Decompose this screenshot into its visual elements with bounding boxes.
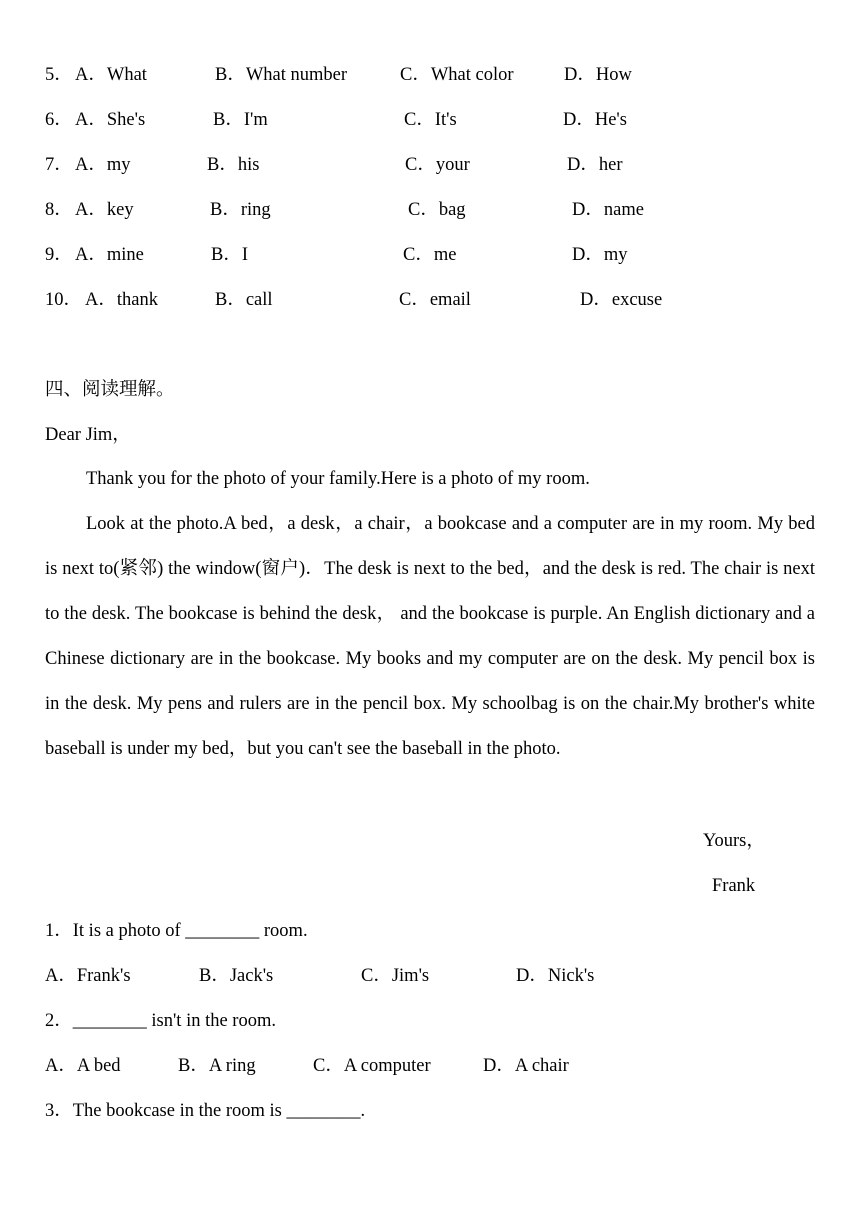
option-a: A．She's <box>75 110 146 130</box>
option-d: D．He's <box>563 110 627 130</box>
option-b: B．A ring <box>178 1056 256 1076</box>
question-stem: 1．It is a photo of ________ room. <box>45 921 308 941</box>
option-c: C．What color <box>400 65 514 85</box>
option-b: B．I'm <box>213 110 268 130</box>
question-number: 10． <box>45 290 83 310</box>
question-number: 8． <box>45 200 73 220</box>
option-d: D．her <box>567 155 623 175</box>
question-number: 9． <box>45 245 73 265</box>
option-d: D．excuse <box>580 290 663 310</box>
option-b: B．his <box>207 155 260 175</box>
option-d: D．How <box>564 65 632 85</box>
option-c: C．email <box>399 290 471 310</box>
option-d: D．my <box>572 245 628 265</box>
question-stem: 2．________ isn't in the room. <box>45 1011 276 1031</box>
option-c: C．A computer <box>313 1056 431 1076</box>
option-a: A．What <box>75 65 147 85</box>
option-a: A．mine <box>75 245 144 265</box>
letter-closing: Yours， <box>703 831 765 851</box>
letter-signature: Frank <box>712 876 756 896</box>
option-a: A．Frank's <box>45 966 131 986</box>
option-b: B．Jack's <box>199 966 274 986</box>
question-number: 6． <box>45 110 73 130</box>
section-title: 四、阅读理解。 <box>45 380 175 400</box>
option-d: D．A chair <box>483 1056 569 1076</box>
option-a: A．my <box>75 155 131 175</box>
option-d: D．Nick's <box>516 966 595 986</box>
letter-paragraph-2: Look at the photo.A bed，a desk，a chair，a bookcase and a computer are in my room. My bed is next to(紧邻) the window(窗户)．The desk is next to the bed，and the desk is red. The chair is next to the desk. The bookcase is behind the desk， and the bookcase is purple. An English dictionary and a Chinese dictionary are in the bookcase. My books and my computer are on the desk. My pencil box is in the desk. My pens and rulers are in the pencil box. My schoolbag is on the chair.My brother's white baseball is under my bed，but you can't see the baseball in the photo. <box>45 514 815 759</box>
question-stem: 3．The bookcase in the room is ________. <box>45 1101 366 1121</box>
option-a: A．key <box>75 200 134 220</box>
option-b: B．What number <box>215 65 348 85</box>
option-c: C．me <box>403 245 457 265</box>
option-d: D．name <box>572 200 644 220</box>
option-b: B．I <box>211 245 249 265</box>
letter-greeting: Dear Jim， <box>45 425 131 445</box>
option-a: A．A bed <box>45 1056 121 1076</box>
option-c: C．It's <box>404 110 457 130</box>
option-a: A．thank <box>85 290 158 310</box>
question-number: 5． <box>45 65 73 85</box>
option-c: C．Jim's <box>361 966 430 986</box>
option-c: C．your <box>405 155 470 175</box>
option-b: B．call <box>215 290 273 310</box>
letter-paragraph-1: Thank you for the photo of your family.Here is a photo of my room. <box>86 469 590 489</box>
option-b: B．ring <box>210 200 271 220</box>
option-c: C．bag <box>408 200 466 220</box>
question-number: 7． <box>45 155 73 175</box>
